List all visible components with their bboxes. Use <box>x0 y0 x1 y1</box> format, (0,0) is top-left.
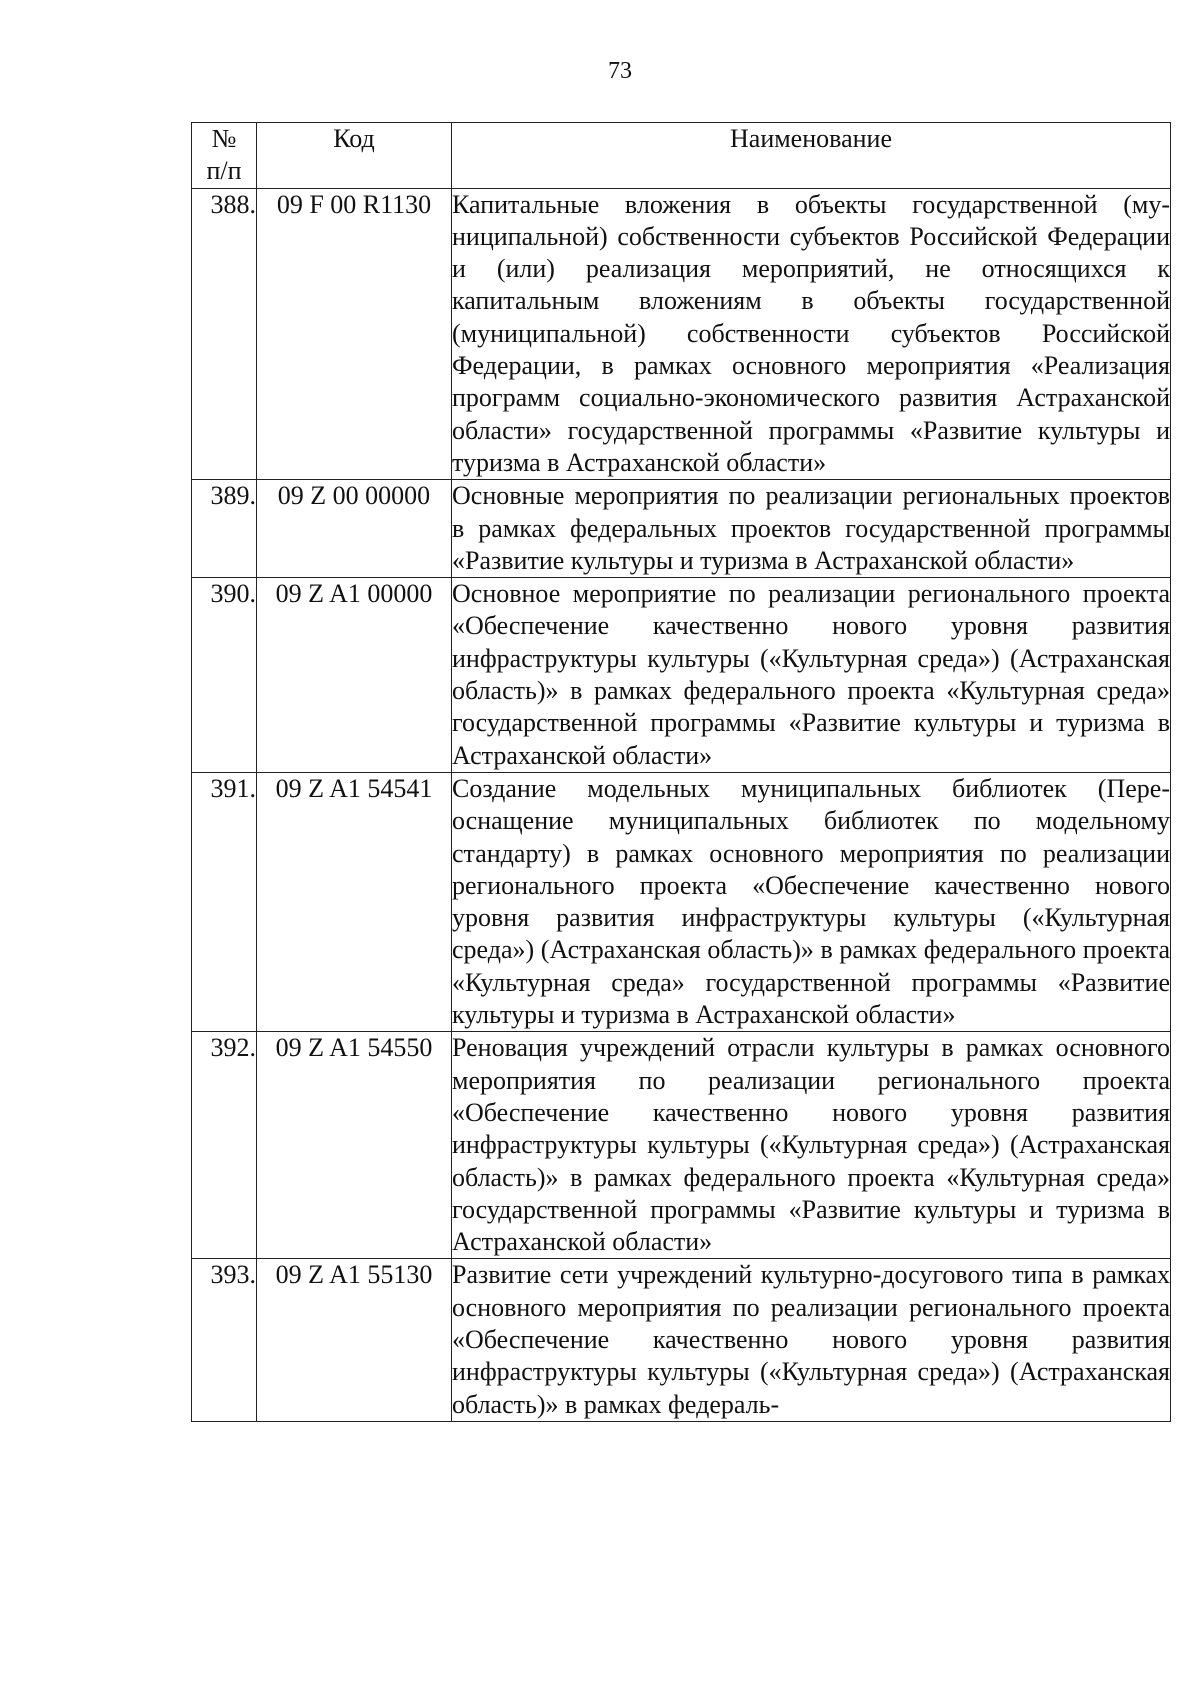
row-code: 09 Z A1 54541 <box>257 772 452 1031</box>
header-name: Наименование <box>452 123 1171 189</box>
table-row <box>192 772 1171 1031</box>
row-name: Капитальные вложения в объекты государственной (муниципальной) собственности субъектов Российской Федерации и (или) реализация мероприятий, не относящихся к капитальным вложениям в объекты государственной (муниципальной) собственности субъектов Российской Федерации, в рамках основного мероприятия «Реализация программ социально-экономического развития Астраханской области» государственной программы «Развитие культуры и туризма в Астраханской области» <box>452 188 1171 480</box>
table-row <box>192 1032 1171 1259</box>
header-number-symbol: № <box>211 124 237 153</box>
row-code: 09 Z A1 00000 <box>257 578 452 773</box>
table-header-row <box>192 123 1171 189</box>
table-row <box>192 578 1171 773</box>
page-number: 73 <box>608 58 632 84</box>
budget-codes-table <box>191 122 1171 1422</box>
header-number <box>192 123 257 189</box>
row-code: 09 Z A1 54550 <box>257 1032 452 1259</box>
row-name: Основное мероприятие по реализации регионального проекта «Обеспечение качественно нового уровня развития инфраструктуры культуры («Культурная среда») (Астраханская область)» в рамках федерального проекта «Культурная среда» государственной программы «Развитие культуры и туризма в Астраханской области» <box>452 578 1171 773</box>
row-number: 391. <box>192 772 257 1031</box>
row-number: 390. <box>192 578 257 773</box>
row-name: Создание модельных муниципальных библиотек (Переоснащение муниципальных библиотек по модельному стандарту) в рамках основного мероприятия по реализации регионального проекта «Обеспечение качественно нового уровня развития инфраструктуры культуры («Культурная среда») (Астраханская область)» в рамках федерального проекта «Культурная среда» государственной программы «Развитие культуры и туризма в Астраханской области» <box>452 772 1171 1031</box>
row-name: Реновация учреждений отрасли культуры в рамках основного мероприятия по реализации регионального проекта «Обеспечение качественно нового уровня развития инфраструктуры культуры («Культурная среда») (Астраханская область)» в рамках федерального проекта «Культурная среда» государственной программы «Развитие культуры и туризма в Астраханской области» <box>452 1032 1171 1259</box>
header-number-abbrev: п/п <box>206 156 242 186</box>
row-number: 392. <box>192 1032 257 1259</box>
row-code: 09 F 00 R1130 <box>257 188 452 480</box>
row-code: 09 Z 00 00000 <box>257 480 452 578</box>
row-number: 393. <box>192 1259 257 1421</box>
row-name: Основные мероприятия по реализации региональных проектов в рамках федеральных проектов государственной программы «Развитие культуры и туризма в Астраханской области» <box>452 480 1171 578</box>
table-row <box>192 480 1171 578</box>
header-code: Код <box>257 123 452 189</box>
row-code: 09 Z A1 55130 <box>257 1259 452 1421</box>
table-row <box>192 188 1171 480</box>
row-number: 389. <box>192 480 257 578</box>
row-number: 388. <box>192 188 257 480</box>
table-row <box>192 1259 1171 1421</box>
row-name: Развитие сети учреждений культурно-досугового типа в рамках основного мероприятия по реализации регионального проекта «Обеспечение качественно нового уровня развития инфраструктуры культуры («Культурная среда») (Астраханская область)» в рамках федераль- <box>452 1259 1171 1421</box>
